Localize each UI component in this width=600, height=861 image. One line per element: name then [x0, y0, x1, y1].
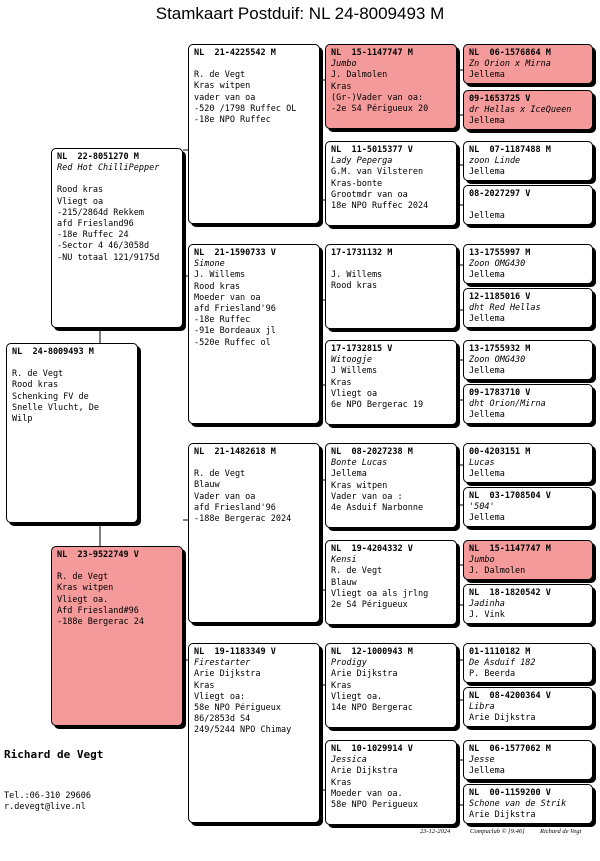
ring-number: NL 18-1820542 V: [469, 588, 551, 598]
card-line: J. Dalmolen: [469, 566, 526, 577]
pigeon-name: Simone: [194, 259, 225, 270]
owner-email[interactable]: r.devegt@live.nl: [4, 802, 86, 812]
pigeon-card-dam-dam[interactable]: [188, 643, 320, 823]
card-line: Rood kras: [12, 380, 59, 391]
pigeon-card-ddsd[interactable]: [463, 687, 593, 727]
ring-number: 12-1185016 V: [469, 292, 531, 302]
pigeon-card-dssd[interactable]: [463, 487, 593, 527]
ring-number: NL 21-4225542 M: [194, 48, 276, 58]
card-line: J. Willems: [194, 270, 246, 281]
ring-number: NL 00-1159200 V: [469, 788, 551, 798]
ring-number: NL 08-4200364 V: [469, 691, 551, 701]
ring-number: NL 06-1576864 M: [469, 48, 551, 58]
card-line: -520 /1798 Ruffec OL: [194, 103, 297, 114]
card-line: Kras: [331, 777, 352, 788]
pigeon-card-dsds[interactable]: [463, 540, 593, 580]
pigeon-card-ddss[interactable]: [463, 643, 593, 683]
ring-number: NL 24-8009493 M: [12, 347, 94, 357]
pigeon-name: Prodigy: [331, 658, 367, 669]
owner-phone: Tel.:06-310 29606: [4, 791, 91, 801]
card-line: Vliegt oa.: [57, 594, 109, 605]
ring-number: NL 11-5015377 V: [331, 145, 413, 155]
card-line: Afd Friesland#96: [57, 605, 139, 616]
pigeon-name: Schone van de Strik: [469, 799, 567, 810]
card-line: 2e S4 Périgueux: [331, 600, 408, 611]
pigeon-card-subject[interactable]: [6, 343, 138, 523]
card-line: 58e NPO Périgueux: [194, 703, 281, 714]
card-line: Jellema: [469, 70, 505, 81]
card-line: J. Dalmolen: [331, 70, 388, 81]
ring-number: 08-2027297 V: [469, 189, 531, 199]
ring-number: NL 21-1590733 V: [194, 248, 276, 258]
card-line: 86/2853d S4: [194, 714, 251, 725]
card-line: J Willems: [331, 366, 378, 377]
card-line: Snelle Vlucht, De: [12, 402, 99, 413]
ring-number: NL 10-1029914 V: [331, 744, 413, 754]
card-line: J. Willems: [331, 270, 383, 281]
pigeon-name: zoon Linde: [469, 156, 521, 167]
card-line: Jellema: [469, 211, 505, 222]
card-line: Vliegt oa:: [194, 691, 246, 702]
card-line: Kras: [331, 377, 352, 388]
pigeon-card-ssss[interactable]: [463, 44, 593, 84]
pigeon-card-sire-sire[interactable]: [188, 44, 320, 224]
card-line: -188e Bergerac 2024: [194, 514, 292, 525]
ring-number: NL 15-1147747 M: [469, 544, 551, 554]
card-line: Vliegt oa als jrlng: [331, 588, 429, 599]
card-line: afd Friesland'96: [194, 502, 276, 513]
ring-number: NL 21-1482618 M: [194, 447, 276, 457]
card-line: [57, 174, 177, 185]
card-line: Arie Dijkstra: [469, 810, 536, 821]
card-line: Schenking FV de: [12, 391, 89, 402]
card-line: Vader van oa :: [331, 491, 403, 502]
pigeon-card-dsdd[interactable]: [463, 584, 593, 624]
pigeon-card-dam-sire[interactable]: [188, 443, 320, 623]
card-line: -520e Ruffec ol: [194, 337, 271, 348]
card-line: Grootmdr van oa: [331, 189, 408, 200]
card-line: Arie Dijkstra: [469, 713, 536, 724]
card-line: Arie Dijkstra: [194, 669, 261, 680]
card-line: G.M. van Vilsteren: [331, 167, 424, 178]
pigeon-card-ssds[interactable]: [463, 141, 593, 181]
pigeon-name: De Asduif 182: [469, 658, 536, 669]
card-line: Wilp: [12, 414, 33, 425]
footer-date: 23-12-2024: [420, 828, 451, 835]
ring-number: NL 08-2027238 M: [331, 447, 413, 457]
card-line: Jellema: [331, 469, 367, 480]
card-line: P. Beerda: [469, 669, 516, 680]
pigeon-name: Kensi: [331, 555, 357, 566]
pigeon-name: dr Hellas x IceQueen: [469, 105, 572, 116]
pigeon-name: [194, 458, 314, 469]
card-line: (Gr-)Vader van oa:: [331, 92, 424, 103]
pigeon-card-ssdd[interactable]: [463, 185, 593, 225]
card-line: Jellema: [469, 366, 505, 377]
pigeon-name: [469, 200, 587, 211]
card-line: Vliegt oa: [331, 388, 378, 399]
ring-number: NL 07-1187488 M: [469, 145, 551, 155]
card-line: Jellema: [469, 410, 505, 421]
card-line: Jellema: [469, 116, 505, 127]
card-line: R. de Vegt: [57, 572, 109, 583]
card-line: Jellema: [469, 314, 505, 325]
card-line: R. de Vegt: [12, 369, 64, 380]
card-line: 249/5244 NPO Chimay: [194, 725, 292, 736]
card-line: -2e S4 Périgueux 20: [331, 104, 429, 115]
card-line: afd Friesland'96: [194, 304, 276, 315]
card-line: R. de Vegt: [331, 566, 383, 577]
pigeon-name: Firestarter: [194, 658, 251, 669]
card-line: -NU totaal 121/9175d: [57, 252, 160, 263]
ring-number: NL 19-1183349 V: [194, 647, 276, 657]
pigeon-card-sssd[interactable]: [463, 90, 593, 130]
card-line: Rood kras: [331, 281, 378, 292]
pigeon-name: [57, 561, 177, 572]
card-line: Arie Dijkstra: [331, 766, 398, 777]
pigeon-card-dsss[interactable]: [463, 443, 593, 483]
card-line: Blauw: [331, 577, 357, 588]
card-line: 58e NPO Perigueux: [331, 800, 418, 811]
card-line: Moeder van oa: [194, 292, 261, 303]
card-line: -18e Ruffec 24: [57, 230, 129, 241]
pigeon-card-dss[interactable]: [325, 443, 457, 528]
pigeon-name: [12, 358, 132, 369]
ring-number: NL 12-1000943 M: [331, 647, 413, 657]
card-line: -91e Bordeaux jl: [194, 326, 276, 337]
owner-name: Richard de Vegt: [4, 748, 104, 761]
pigeon-name: Zoon OMG430: [469, 355, 526, 366]
card-line: Jellema: [469, 167, 505, 178]
ring-number: 17-1731132 M: [331, 248, 393, 258]
pigeon-name: [331, 259, 451, 270]
ring-number: NL 22-8051270 M: [57, 152, 139, 162]
pigeon-name: Jumbo: [331, 59, 357, 70]
pigeon-name: Lady Peperga: [331, 156, 393, 167]
pigeon-name: Jesse: [469, 755, 495, 766]
pigeon-card-sire[interactable]: [51, 148, 183, 328]
card-line: Jellema: [469, 766, 505, 777]
card-line: 14e NPO Bergerac: [331, 703, 413, 714]
card-line: Kras witpen: [57, 583, 114, 594]
pigeon-card-sdss[interactable]: [463, 244, 593, 284]
card-line: R. de Vegt: [194, 469, 246, 480]
footer-owner: Richard de Vegt: [540, 828, 582, 835]
pigeon-name: Lucas: [469, 458, 495, 469]
card-line: Kras: [331, 680, 352, 691]
ring-number: NL 03-1708504 V: [469, 491, 551, 501]
card-line: Arie Dijkstra: [331, 669, 398, 680]
card-line: vader van oa: [194, 92, 256, 103]
ring-number: 09-1783710 V: [469, 388, 531, 398]
pigeon-card-sdsd[interactable]: [463, 288, 593, 328]
card-line: 18e NPO Ruffec 2024: [331, 201, 429, 212]
card-line: Rood kras: [57, 185, 104, 196]
pigeon-card-sire-dam[interactable]: [188, 244, 320, 424]
pigeon-name: '504': [469, 502, 495, 513]
ring-number: NL 15-1147747 M: [331, 48, 413, 58]
ring-number: 00-4203151 M: [469, 447, 531, 457]
card-line: Moeder van oa.: [331, 788, 403, 799]
ring-number: 09-1653725 V: [469, 94, 531, 104]
card-line: -215/2864d Rekkem: [57, 207, 144, 218]
card-line: Vliegt oa: [57, 196, 104, 207]
pigeon-name: Witoogje: [331, 355, 372, 366]
card-line: J. Vink: [469, 610, 505, 621]
ring-number: 01-1110182 M: [469, 647, 531, 657]
pigeon-card-sdd[interactable]: [325, 340, 457, 425]
card-line: R. de Vegt: [194, 70, 246, 81]
owner-contact: [4, 791, 91, 813]
pigeon-name: dht Orion/Mirna: [469, 399, 546, 410]
pigeon-name: dht Red Hellas: [469, 303, 541, 314]
pigeon-card-sdds[interactable]: [463, 340, 593, 380]
pigeon-name: Jadinha: [469, 599, 505, 610]
pigeon-name: Libra: [469, 702, 495, 713]
card-line: 4e Asduif Narbonne: [331, 503, 424, 514]
pigeon-card-dds[interactable]: [325, 643, 457, 728]
page-title: Stamkaart Postduif: NL 24-8009493 M: [155, 4, 445, 23]
card-line: Rood kras: [194, 281, 241, 292]
pigeon-name: [194, 59, 314, 70]
ring-number: NL 23-9522749 V: [57, 550, 139, 560]
card-line: Kras: [194, 680, 215, 691]
pigeon-card-dddd[interactable]: [463, 784, 593, 824]
card-line: Jellema: [469, 513, 505, 524]
card-line: afd Friesland96: [57, 219, 134, 230]
pigeon-name: Zoon OMG430: [469, 259, 526, 270]
card-line: -188e Bergerac 24: [57, 617, 144, 628]
pigeon-name: Red Hot ChilliPepper: [57, 163, 160, 174]
pigeon-name: Zn Orion x Mirna: [469, 59, 551, 70]
card-line: -Sector 4 46/3058d: [57, 241, 150, 252]
pigeon-card-sddd[interactable]: [463, 384, 593, 424]
card-line: Vliegt oa.: [331, 691, 383, 702]
pigeon-card-ddds[interactable]: [463, 740, 593, 780]
ring-number: NL 06-1577062 M: [469, 744, 551, 754]
pigeon-card-ssd[interactable]: [325, 141, 457, 226]
ring-number: 17-1732815 V: [331, 344, 393, 354]
card-line: Kras: [331, 81, 352, 92]
ring-number: 13-1755997 M: [469, 248, 531, 258]
card-line: Kras witpen: [331, 480, 388, 491]
card-line: Blauw: [194, 480, 220, 491]
ring-number: 13-1755932 M: [469, 344, 531, 354]
pigeon-card-sss[interactable]: [325, 44, 457, 129]
card-line: Kras witpen: [194, 81, 251, 92]
card-line: -18e NPO Ruffec: [194, 115, 271, 126]
card-line: -18e Ruffec: [194, 315, 251, 326]
card-line: Vader van oa: [194, 491, 256, 502]
pigeon-card-dsd[interactable]: [325, 540, 457, 625]
pigeon-card-dam[interactable]: [51, 546, 183, 726]
card-line: 6e NPO Bergerac 19: [331, 400, 424, 411]
ring-number: NL 19-4204332 V: [331, 544, 413, 554]
card-line: Jellema: [469, 270, 505, 281]
card-line: Kras-bonte: [331, 178, 383, 189]
pigeon-name: Jessica: [331, 755, 367, 766]
footer-software: Compuclub © [9.46]: [470, 828, 525, 835]
card-line: Jellema: [469, 469, 505, 480]
pigeon-name: Jumbo: [469, 555, 495, 566]
pigeon-card-ddd[interactable]: [325, 740, 457, 825]
pigeon-name: Bonte Lucas: [331, 458, 388, 469]
pigeon-card-sds[interactable]: [325, 244, 457, 329]
